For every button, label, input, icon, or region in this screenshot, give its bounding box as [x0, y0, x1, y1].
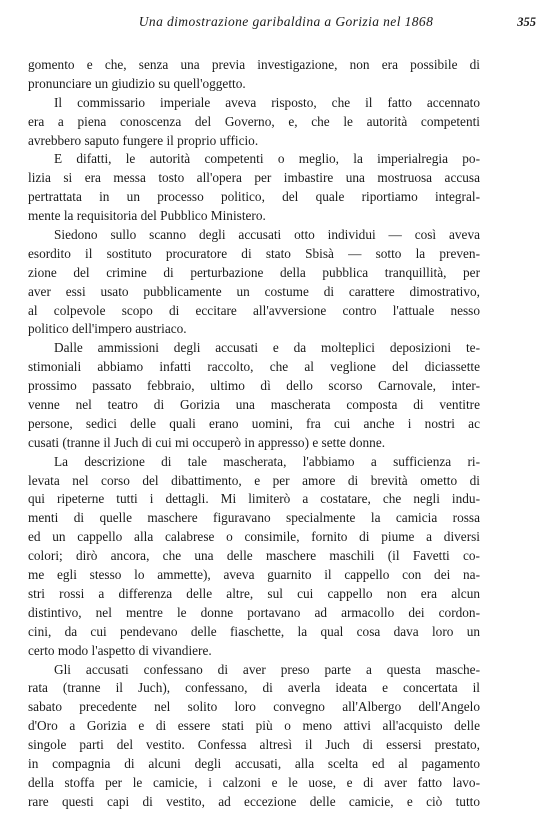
text-line: esordito il sostituto procuratore di stato Sbisà — sotto la preven- [28, 245, 480, 261]
text-line: levata nel corso del dibattimento, e per amore di brevità ometto di [28, 472, 480, 488]
paragraph [28, 339, 480, 452]
text-line: Il commissario imperiale aveva risposto, che il fatto accennato [54, 94, 480, 110]
text-line: Gli accusati confessano di aver preso parte a questa masche- [54, 661, 480, 677]
text-line: stri rossi a differenza delle altre, sul cui cappello non era alcun [28, 585, 480, 601]
text-line: Siedono sullo scanno degli accusati otto individui — così aveva [54, 227, 480, 243]
paragraph [28, 56, 480, 94]
text-line: colori; dirò ancora, che una delle maschere maschili (il Favetti co- [28, 548, 480, 564]
page-body [28, 56, 480, 812]
text-line: era a piena conoscenza del Governo, e, che le autorità competenti [28, 113, 480, 129]
text-line: in compagnia di alcuni degli accusati, alla scelta ed al pagamento [28, 755, 480, 771]
text-line: avrebbero saputo fungere il proprio ufficio. [28, 132, 259, 148]
text-line: persone, sedici delle quali erano uomini, fra cui anche i nostri ac [28, 415, 480, 431]
paragraph [28, 661, 480, 812]
text-line: pertrattata in un processo politico, del quale riportiamo integral- [28, 189, 480, 205]
text-line: prossimo passato febbraio, ultimo dì dello scorso Carnovale, inter- [28, 378, 480, 394]
paragraph [28, 453, 480, 661]
paragraph [28, 94, 480, 151]
text-line: Dalle ammissioni degli accusati e da molteplici deposizioni te- [54, 340, 480, 356]
text-line: mente la requisitoria del Pubblico Ministero. [28, 208, 266, 224]
text-line: La descrizione di tale mascherata, l'abbiamo a sufficienza ri- [54, 453, 480, 469]
text-line: rare questi capi di vestito, ad eccezione delle camicie, e ciò tutto [28, 793, 480, 809]
text-line: cini, da cui pendevano delle fiaschette, la qual cosa dava loro un [28, 623, 480, 639]
text-line: pronunciare un giudizio su quell'oggetto. [28, 75, 246, 91]
text-line: ed un cappello alla calabrese o consimile, fornito di piume a diversi [28, 529, 480, 545]
text-line: gomento e che, senza una previa investigazione, non era possibile di [28, 57, 480, 72]
text-line: distintivo, nel mentre le donne portavano ad armacollo dei cordon- [28, 604, 480, 620]
text-line: zione del crimine di perturbazione della pubblica tranquillità, per [28, 264, 480, 280]
text-line: cusati (tranne il Juch di cui mi occuperò in appresso) e sette donne. [28, 434, 386, 450]
page-number: 355 [517, 15, 536, 29]
text-line: me egli stesso lo ammette), aveva guarnito il cappello con dei na- [28, 567, 480, 583]
text-line: rata (tranne il Juch), confessano, di averla ideata e concertata il [28, 680, 480, 696]
text-line: politico dell'impero austriaco. [28, 321, 187, 337]
text-line: menti di quelle maschere figuravano specialmente la camicia rossa [28, 510, 480, 526]
running-title: Una dimostrazione garibaldina a Gorizia nel 1868 [138, 14, 434, 29]
text-line: al colpevole scopo di eccitare all'avversione contro l'attuale nesso [28, 302, 480, 318]
text-line: d'Oro a Gorizia e di essere stati più o meno attivi all'acquisto delle [28, 718, 480, 734]
text-line: sabato precedente nel solito loro convegno all'Albergo dell'Angelo [28, 699, 480, 715]
text-line: singole parti del vestito. Confessa altresì il Juch di essersi prestato, [28, 737, 480, 753]
paragraph [28, 226, 480, 339]
paragraph [28, 150, 480, 226]
text-line: venne nel teatro di Gorizia una mascherata composta di ventitre [28, 397, 480, 413]
text-line: della stoffa per le camicie, i calzoni e le uose, e di aver fatto lavo- [28, 774, 480, 790]
text-line: certo modo l'aspetto di vivandiere. [28, 642, 212, 658]
text-line: stimoniali abbiamo infatti raccolto, che al veglione del diciassette [28, 359, 480, 375]
text-line: aver essi usato pubblicamente un costume di carattere dimostrativo, [28, 283, 480, 299]
text-line: lizia si era messa tosto all'opera per imbastire una mostruosa accusa [28, 170, 480, 186]
text-line: E difatti, le autorità competenti o meglio, la imperialregia po- [54, 151, 480, 167]
text-line: qui ripeterne tutti i dettagli. Mi limiterò a costatare, che negli indu- [28, 491, 480, 507]
